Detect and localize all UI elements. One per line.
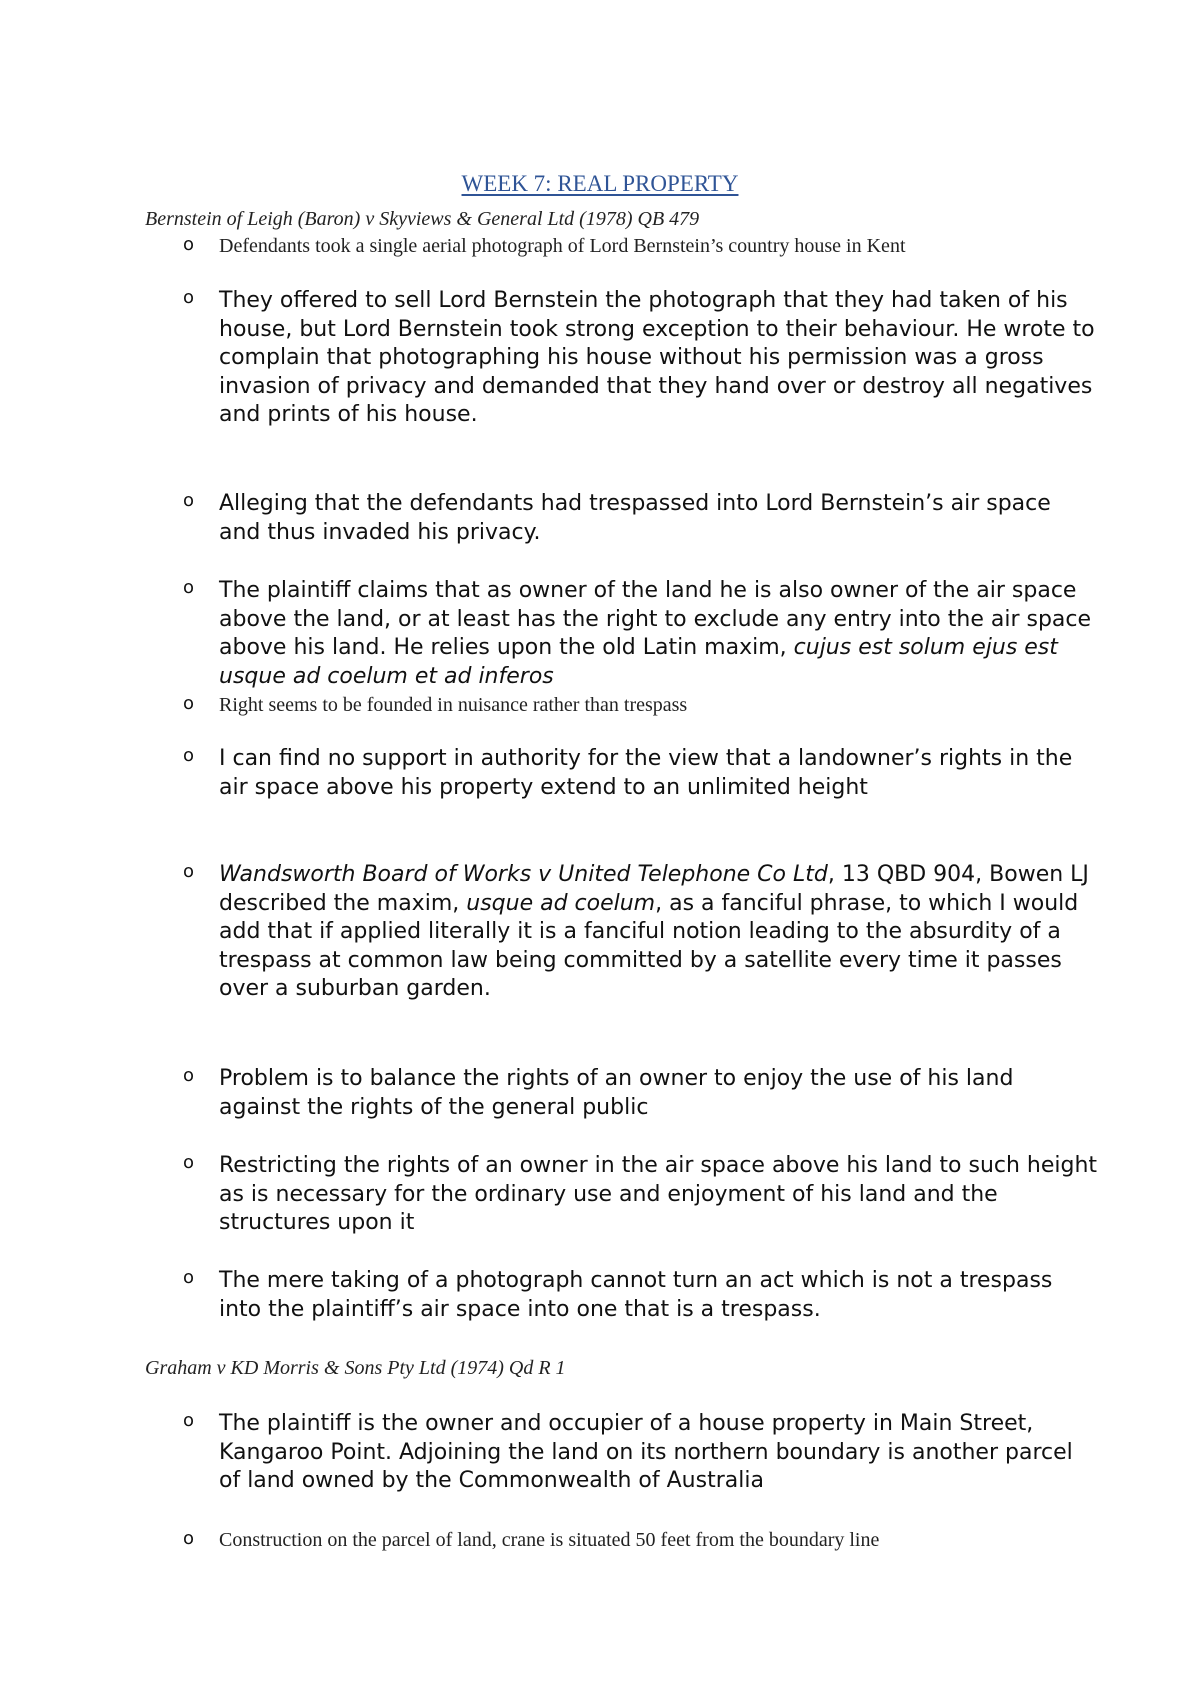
bullet-icon: o bbox=[183, 1152, 195, 1173]
latin-maxim: usque ad coelum bbox=[466, 890, 656, 916]
bullet-icon: o bbox=[183, 1267, 195, 1288]
bullet-icon: o bbox=[183, 745, 195, 766]
bullet-icon: o bbox=[183, 287, 195, 308]
bullet-icon: o bbox=[183, 1065, 195, 1086]
bullet-icon: o bbox=[183, 234, 195, 255]
list-item-text bbox=[219, 577, 1099, 691]
case-reference: Wandsworth Board of Works v United Telephone Co Ltd bbox=[219, 862, 828, 887]
list-item-text: Restricting the rights of an owner in the air space above his land to such height as is necessary for the ordinary use and enjoyment of his land and the structures upon it bbox=[219, 1153, 1098, 1235]
latin-maxim: cujus est solum ejus est usque ad coelum et ad inferos bbox=[219, 635, 1058, 689]
list-item-body: , 13 QBD 904, Bowen LJ described the maxim, bbox=[219, 862, 1089, 916]
page-title: WEEK 7: REAL PROPERTY bbox=[461, 171, 739, 196]
list-item-text: Right seems to be founded in nuisance rather than trespass bbox=[219, 694, 688, 716]
list-item-text: The mere taking of a photograph cannot turn an act which is not a trespass into the plaintiff’s air space into one that is a trespass. bbox=[219, 1268, 1053, 1322]
list-item-text: I can find no support in authority for the view that a landowner’s rights in the air space above his property extend to an unlimited height bbox=[219, 746, 1073, 800]
list-item-text: The plaintiff is the owner and occupier of a house property in Main Street, Kangaroo Point. Adjoining the land on its northern boundary is another parcel of land owned by the Commonwealth of Australia bbox=[219, 1411, 1073, 1493]
list-item-text: Construction on the parcel of land, crane is situated 50 feet from the boundary line bbox=[219, 1529, 880, 1551]
bullet-icon: o bbox=[183, 693, 195, 714]
bullet-icon: o bbox=[183, 577, 195, 598]
case-heading-graham: Graham v KD Morris & Sons Pty Ltd (1974) Qd R 1 bbox=[145, 1357, 566, 1379]
case-heading-bernstein: Bernstein of Leigh (Baron) v Skyviews & General Ltd (1978) QB 479 bbox=[145, 208, 700, 230]
list-item-text bbox=[219, 861, 1099, 1004]
bullet-icon: o bbox=[183, 861, 195, 882]
list-item-text: They offered to sell Lord Bernstein the photograph that they had taken of his house, but Lord Bernstein took strong exception to their behaviour. He wrote to complain that photographing his house without his permission was a gross invasion of privacy and demanded that they hand over or destroy all negatives and prints of his house. bbox=[219, 288, 1095, 427]
list-item-body: , as a fanciful phrase, to which I would add that if applied literally it is a fanciful notion leading to the absurdity of a trespass at common law being committed by a satellite every time it passes over a suburban garden. bbox=[219, 890, 1079, 1001]
list-item-body: The plaintiff claims that as owner of the land he is also owner of the air space above the land, or at least has the right to exclude any entry into the air space above his land. He relies upon the old Latin maxim, bbox=[219, 578, 1092, 660]
list-item-text: Problem is to balance the rights of an owner to enjoy the use of his land against the rights of the general public bbox=[219, 1066, 1014, 1120]
bullet-icon: o bbox=[183, 1410, 195, 1431]
bullet-icon: o bbox=[183, 1528, 195, 1549]
list-item-text: Alleging that the defendants had trespassed into Lord Bernstein’s air space and thus invaded his privacy. bbox=[219, 491, 1051, 545]
bullet-icon: o bbox=[183, 490, 195, 511]
list-item-text: Defendants took a single aerial photograph of Lord Bernstein’s country house in Kent bbox=[219, 235, 906, 257]
